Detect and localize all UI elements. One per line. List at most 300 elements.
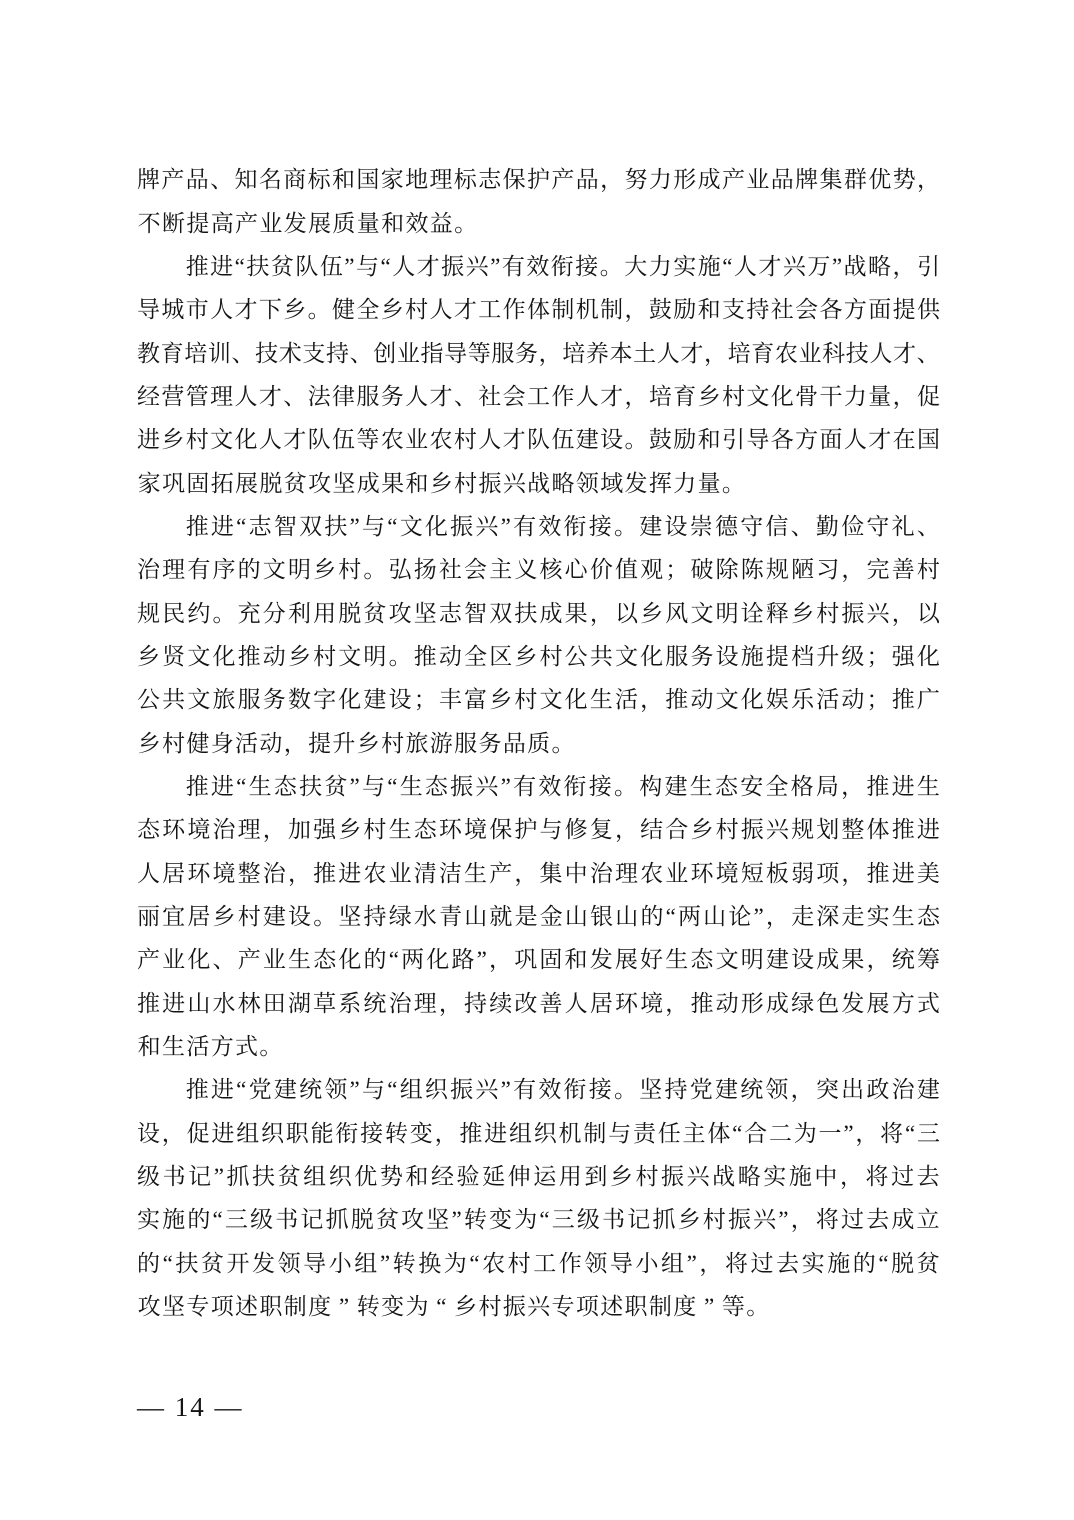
glyph: 善 [539, 990, 563, 1016]
glyph: 生 [891, 904, 915, 930]
glyph: 礼 [891, 513, 915, 539]
glyph: 果 [564, 600, 588, 626]
glyph: 金 [539, 904, 563, 930]
glyph: “ [732, 1120, 743, 1146]
glyph: 社 [770, 297, 794, 323]
glyph: 务 [478, 730, 502, 756]
glyph: 进 [211, 1120, 235, 1146]
text-line [137, 1198, 940, 1241]
glyph: 接 [575, 253, 599, 279]
glyph: 的 [852, 1250, 876, 1276]
glyph: 两 [401, 947, 425, 973]
glyph: 山 [564, 904, 588, 930]
glyph: 实 [866, 904, 890, 930]
glyph: 农 [640, 860, 664, 886]
glyph: 乡 [609, 1164, 633, 1190]
glyph: 优 [354, 1164, 378, 1190]
glyph: 记 [188, 1164, 212, 1190]
glyph: 文 [262, 557, 286, 583]
glyph: 境 [640, 990, 664, 1016]
glyph: 走 [791, 904, 815, 930]
glyph: ， [892, 383, 916, 409]
glyph: 三 [916, 1120, 940, 1146]
glyph: 用 [313, 600, 337, 626]
glyph: 作 [551, 383, 575, 409]
glyph: 、 [790, 513, 814, 539]
glyph: 、 [212, 947, 236, 973]
glyph: 治 [262, 860, 286, 886]
glyph: 大 [624, 253, 648, 279]
glyph: 山 [187, 990, 211, 1016]
glyph: 发 [624, 470, 648, 496]
glyph: 态 [313, 947, 337, 973]
glyph: 合 [744, 1120, 768, 1146]
glyph: 化 [426, 947, 450, 973]
glyph: 。 [212, 600, 236, 626]
glyph: 质 [527, 730, 551, 756]
glyph: 主 [489, 557, 513, 583]
glyph: 商 [283, 167, 307, 193]
glyph: 支 [722, 297, 745, 323]
glyph: 略 [737, 1164, 761, 1190]
glyph: 固 [539, 947, 563, 973]
glyph: 义 [514, 557, 538, 583]
glyph: 风 [665, 600, 689, 626]
glyph: 人 [656, 340, 680, 366]
glyph: 数 [287, 687, 311, 713]
glyph: “ [387, 773, 398, 799]
glyph: 集 [819, 167, 843, 193]
glyph: 地 [405, 167, 429, 193]
glyph: 展 [235, 470, 259, 496]
glyph: 牌 [795, 167, 819, 193]
glyph: 脱 [259, 470, 283, 496]
glyph: 攻 [388, 600, 412, 626]
glyph: 支 [302, 340, 326, 366]
glyph: “ [234, 253, 245, 279]
glyph: 家 [380, 167, 404, 193]
glyph: 衔 [335, 1120, 359, 1146]
glyph: 党 [248, 1077, 272, 1103]
glyph: 成 [765, 990, 789, 1016]
glyph: 设 [137, 1120, 160, 1146]
glyph: 促 [917, 383, 940, 409]
text-line [137, 1112, 940, 1155]
glyph: 公 [564, 643, 588, 669]
glyph: 美 [916, 860, 940, 886]
glyph: 志 [438, 600, 462, 626]
glyph: 值 [614, 557, 638, 583]
glyph: 管 [185, 383, 209, 409]
glyph: 品 [502, 730, 526, 756]
glyph: 统 [891, 947, 915, 973]
glyph: 人 [258, 427, 282, 453]
glyph: 村 [453, 427, 477, 453]
glyph: 品 [770, 167, 794, 193]
glyph: 律 [332, 383, 355, 409]
glyph: 振 [502, 1294, 526, 1320]
glyph: 持 [326, 340, 349, 366]
glyph: 项 [816, 860, 840, 886]
glyph: 建 [639, 513, 663, 539]
glyph: 治 [137, 557, 160, 583]
glyph: 产 [551, 167, 575, 193]
glyph: 明 [363, 643, 387, 669]
glyph: 施 [788, 1164, 812, 1190]
glyph: 续 [489, 990, 513, 1016]
glyph: 居 [162, 860, 186, 886]
glyph: ， [624, 383, 648, 409]
glyph: 明 [715, 600, 739, 626]
glyph: 势 [379, 1164, 403, 1190]
glyph: 变 [489, 1207, 513, 1233]
glyph: 村 [454, 470, 478, 496]
text-line [137, 245, 940, 288]
glyph: 结 [640, 817, 664, 843]
glyph: 进 [484, 1120, 508, 1146]
glyph: 旅 [212, 687, 236, 713]
glyph: 除 [715, 557, 739, 583]
glyph: 生 [916, 773, 940, 799]
glyph: 将 [815, 1207, 839, 1233]
glyph: ” [703, 1294, 715, 1320]
glyph: ， [866, 947, 890, 973]
glyph: ， [790, 1077, 814, 1103]
glyph: 抓 [325, 1207, 349, 1233]
glyph: 施 [697, 253, 721, 279]
glyph: 保 [489, 817, 513, 843]
glyph: ” [778, 1207, 789, 1233]
glyph: 作 [558, 1250, 582, 1276]
glyph: 人 [843, 427, 867, 453]
glyph: 书 [275, 1207, 299, 1233]
glyph: ， [489, 947, 513, 973]
glyph: 技 [255, 340, 279, 366]
glyph: 守 [740, 513, 764, 539]
glyph: ， [704, 340, 727, 366]
text-line [137, 505, 940, 548]
glyph: 设 [288, 904, 312, 930]
glyph: 业 [746, 167, 770, 193]
glyph: 。 [363, 557, 387, 583]
glyph: 人 [392, 253, 416, 279]
glyph: 约 [187, 600, 211, 626]
glyph: 化 [740, 687, 764, 713]
glyph: ， [917, 167, 940, 193]
glyph: 和 [332, 167, 355, 193]
glyph: 职 [259, 1294, 283, 1320]
glyph: 活 [235, 730, 259, 756]
glyph: 过 [841, 1207, 865, 1233]
glyph: 板 [765, 860, 789, 886]
glyph: 规 [791, 817, 815, 843]
glyph: 育 [160, 340, 184, 366]
glyph: 营 [161, 383, 185, 409]
glyph: 生 [288, 947, 312, 973]
glyph: 设 [715, 643, 739, 669]
glyph: 导 [609, 1250, 633, 1276]
glyph: 完 [866, 557, 890, 583]
glyph: 强 [891, 643, 915, 669]
glyph: 效 [538, 1077, 562, 1103]
glyph: 。 [388, 643, 412, 669]
glyph: 主 [682, 1120, 706, 1146]
glyph: “ [387, 513, 398, 539]
glyph: 转 [356, 1294, 380, 1320]
glyph: 村 [916, 557, 940, 583]
glyph: 环 [187, 860, 211, 886]
glyph: 。 [313, 904, 337, 930]
glyph: 贤 [162, 643, 186, 669]
glyph: ， [841, 773, 865, 799]
glyph: 训 [207, 340, 231, 366]
glyph: “ [904, 1120, 916, 1146]
glyph: ， [514, 860, 538, 886]
glyph: 衔 [563, 513, 587, 539]
glyph: ” [831, 253, 843, 279]
glyph: 城 [161, 297, 185, 323]
glyph: 农 [482, 1250, 506, 1276]
glyph: 银 [590, 904, 614, 930]
glyph: 和 [405, 470, 429, 496]
glyph: 制 [648, 1294, 672, 1320]
glyph: 生 [162, 1034, 186, 1060]
glyph: 培 [727, 340, 751, 366]
glyph: 方 [210, 1034, 234, 1060]
glyph: 心 [564, 557, 588, 583]
glyph: 建 [664, 773, 688, 799]
glyph: 划 [816, 817, 840, 843]
glyph: ” [500, 1077, 511, 1103]
glyph: ； [413, 687, 437, 713]
glyph: 环 [438, 817, 462, 843]
glyph: 方 [795, 427, 819, 453]
glyph: 治 [388, 990, 412, 1016]
glyph: 才 [258, 383, 282, 409]
glyph: 振 [450, 773, 474, 799]
glyph: 乡 [313, 557, 337, 583]
glyph: 会 [464, 557, 488, 583]
glyph: 务 [690, 643, 714, 669]
glyph: 设 [600, 427, 624, 453]
glyph: 人 [478, 427, 502, 453]
glyph: 草 [313, 990, 337, 1016]
glyph: “ [722, 253, 733, 279]
text-line [137, 635, 940, 678]
glyph: 中 [814, 1164, 838, 1190]
glyph: 治 [589, 860, 613, 886]
glyph: 干 [819, 383, 843, 409]
glyph: ， [892, 253, 916, 279]
glyph: 破 [690, 557, 714, 583]
glyph: 持 [464, 990, 488, 1016]
glyph: 小 [328, 1250, 352, 1276]
glyph: 化 [564, 687, 588, 713]
text-line [137, 158, 940, 201]
glyph: 推 [690, 990, 714, 1016]
glyph: 共 [162, 687, 186, 713]
glyph: 衔 [550, 253, 574, 279]
glyph: 化 [770, 383, 794, 409]
glyph: 人 [405, 383, 429, 409]
glyph: 文 [715, 947, 739, 973]
glyph: 成 [539, 600, 563, 626]
glyph: 推 [185, 513, 209, 539]
glyph: 不 [137, 210, 161, 236]
glyph: 会 [502, 383, 526, 409]
glyph: 论 [728, 904, 752, 930]
glyph: 接 [588, 773, 612, 799]
glyph: 伍 [319, 253, 343, 279]
glyph: 与 [362, 513, 385, 539]
text-line [137, 808, 940, 851]
glyph: 兴 [475, 513, 499, 539]
glyph: 文 [715, 687, 739, 713]
glyph: ； [665, 557, 689, 583]
glyph: 境 [187, 817, 211, 843]
glyph: ， [434, 1120, 458, 1146]
glyph: 山 [615, 904, 639, 930]
glyph: 伸 [507, 1164, 531, 1190]
glyph: 开 [226, 1250, 250, 1276]
glyph: “ [436, 1294, 447, 1320]
glyph: ， [438, 990, 462, 1016]
glyph: 兴 [782, 253, 806, 279]
glyph: 兴 [866, 600, 890, 626]
glyph: 量 [697, 470, 721, 496]
glyph: 、 [916, 340, 940, 366]
glyph: 动 [259, 730, 283, 756]
glyph: 充 [237, 600, 261, 626]
glyph: 兴 [753, 1207, 777, 1233]
glyph: 和 [564, 947, 588, 973]
glyph: 效 [526, 253, 550, 279]
glyph: 励 [673, 427, 697, 453]
glyph: 任 [657, 1120, 681, 1146]
glyph: 村 [363, 817, 387, 843]
glyph: 、 [916, 513, 940, 539]
glyph: 加 [287, 817, 311, 843]
glyph: 环 [614, 990, 638, 1016]
glyph: 织 [424, 1077, 448, 1103]
glyph: 居 [187, 904, 211, 930]
glyph: 建 [575, 427, 599, 453]
glyph: 法 [307, 383, 331, 409]
glyph: 产 [137, 947, 160, 973]
glyph: 断 [162, 210, 186, 236]
glyph: 变 [409, 1120, 433, 1146]
glyph: ， [283, 730, 307, 756]
glyph: 乡 [356, 730, 380, 756]
glyph: 攻 [308, 470, 332, 496]
glyph: 。 [614, 773, 638, 799]
glyph: 村 [507, 1250, 531, 1276]
glyph: 扶 [175, 1250, 199, 1276]
glyph: 文 [746, 383, 770, 409]
glyph: 的 [187, 1207, 211, 1233]
glyph: 业 [388, 860, 412, 886]
glyph: 益 [429, 210, 453, 236]
glyph: 品 [185, 167, 209, 193]
glyph: 推 [413, 643, 437, 669]
glyph: 形 [740, 990, 764, 1016]
glyph: 产 [489, 860, 513, 886]
glyph: 才 [416, 253, 440, 279]
glyph: 市 [185, 297, 209, 323]
glyph: 扶 [252, 1164, 276, 1190]
glyph: 转 [392, 1250, 416, 1276]
page-number: — 14 — [137, 1392, 244, 1422]
glyph: 记 [627, 1207, 651, 1233]
glyph: 智 [464, 600, 488, 626]
glyph: 村 [514, 687, 538, 713]
glyph: 系 [338, 990, 362, 1016]
glyph: 土 [633, 340, 657, 366]
glyph: 运 [533, 1164, 557, 1190]
glyph: ” [451, 1207, 462, 1233]
glyph: 进 [210, 513, 234, 539]
glyph: 乡 [287, 643, 311, 669]
glyph: 过 [891, 1164, 915, 1190]
glyph: 式 [916, 990, 940, 1016]
glyph: 双 [489, 600, 513, 626]
glyph: 游 [429, 730, 453, 756]
glyph: 才 [680, 340, 704, 366]
glyph: 村 [313, 643, 337, 669]
glyph: 有 [501, 253, 525, 279]
glyph: 一 [818, 1120, 842, 1146]
glyph: 务 [380, 383, 404, 409]
glyph: 施 [740, 643, 764, 669]
glyph: 才 [758, 253, 782, 279]
glyph: 突 [815, 1077, 839, 1103]
glyph: 级 [576, 1207, 600, 1233]
glyph: 业 [798, 340, 822, 366]
glyph: 队 [295, 253, 319, 279]
glyph: 推 [891, 687, 915, 713]
glyph: 面 [868, 297, 892, 323]
glyph: 进 [137, 427, 160, 453]
glyph: 教 [137, 340, 160, 366]
glyph: 方 [891, 990, 915, 1016]
glyph: 清 [413, 860, 437, 886]
glyph: 力 [843, 383, 867, 409]
glyph: 化 [187, 947, 211, 973]
glyph: 持 [363, 904, 387, 930]
glyph: 量 [356, 210, 380, 236]
glyph: 两 [678, 904, 701, 930]
glyph: 和 [697, 427, 721, 453]
glyph: 文 [187, 643, 211, 669]
glyph: “ [469, 1250, 480, 1276]
glyph: 战 [712, 1164, 736, 1190]
glyph: 兴 [475, 1077, 499, 1103]
glyph: 拓 [210, 470, 234, 496]
glyph: 鼓 [648, 427, 672, 453]
glyph: 效 [538, 773, 562, 799]
text-line [137, 201, 940, 244]
glyph: 动 [841, 687, 865, 713]
glyph: 质 [332, 210, 356, 236]
glyph: ； [866, 687, 890, 713]
glyph: 产 [161, 167, 185, 193]
glyph: 鼓 [648, 297, 672, 323]
glyph: 推 [665, 687, 689, 713]
glyph: 统 [299, 1077, 323, 1103]
glyph: 养 [585, 340, 609, 366]
glyph: 护 [527, 167, 550, 193]
glyph: 项 [210, 1294, 234, 1320]
